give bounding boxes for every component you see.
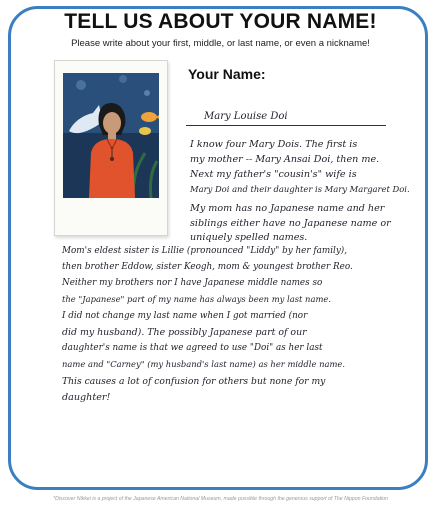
story-line: did my husband). The possibly Japanese part of our xyxy=(62,327,307,338)
story-line: name and "Carney" (my husband's last name) as her middle name. xyxy=(62,359,346,369)
polaroid-photo-frame xyxy=(54,60,168,236)
page-subtitle: Please write about your first, middle, or last name, or even a nickname! xyxy=(71,38,370,49)
story-line: Next my father's "cousin's" wife is xyxy=(190,169,357,180)
story-line: then brother Eddow, sister Keogh, mom & youngest brother Reo. xyxy=(62,262,353,272)
story-line: uniquely spelled names. xyxy=(190,232,308,243)
story-line: my mother -- Mary Ansai Doi, then me. xyxy=(190,154,380,165)
story-line: daughter's name is that we agreed to use "Doi" as her last xyxy=(62,343,323,353)
story-line: Mom's eldest sister is Lillie (pronounced "Liddy" by her family), xyxy=(62,246,348,256)
story-line: Mary Doi and their daughter is Mary Margaret Doi. xyxy=(190,184,410,194)
your-name-label: Your Name: xyxy=(188,66,266,82)
name-underline xyxy=(186,125,386,126)
story-line: Neither my brothers nor I have Japanese middle names so xyxy=(62,278,323,288)
story-line: the "Japanese" part of my name has always been my last name. xyxy=(62,294,332,304)
portrait-photo xyxy=(63,73,159,198)
story-line: siblings either have no Japanese name or xyxy=(190,218,391,229)
story-line: My mom has no Japanese name and her xyxy=(190,203,385,214)
story-line: daughter! xyxy=(62,392,111,403)
story-line: This causes a lot of confusion for others but none for my xyxy=(62,376,326,387)
name-value: Mary Louise Doi xyxy=(204,111,288,122)
footer-credit: *Discover Nikkei is a project of the Japanese American National Museum, made possible through the generous support of The Nippon Foundation xyxy=(53,496,388,502)
story-line: I did not change my last name when I got married (nor xyxy=(62,311,308,321)
page-title: TELL US ABOUT YOUR NAME! xyxy=(64,10,377,33)
story-line: I know four Mary Dois. The first is xyxy=(190,139,358,150)
